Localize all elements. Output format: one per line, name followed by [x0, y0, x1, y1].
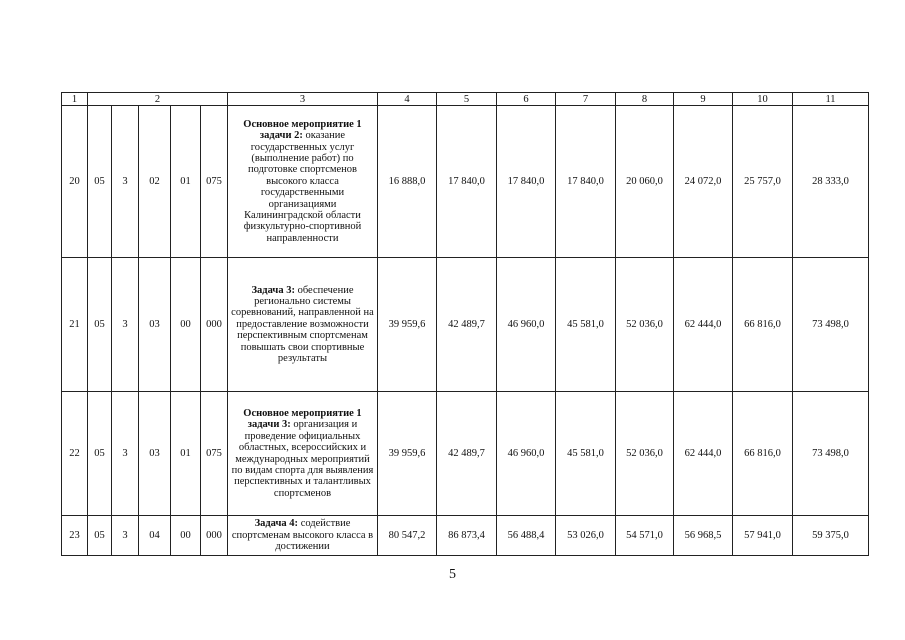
- code-cell: 3: [112, 392, 139, 516]
- code-cell: 05: [88, 392, 112, 516]
- description-heading: Основное мероприятие 1 задачи 2:: [243, 118, 362, 142]
- value-cell: 17 840,0: [497, 106, 556, 258]
- value-cell: 57 941,0: [733, 516, 793, 556]
- description-heading: Основное мероприятие 1 задачи 3:: [243, 407, 362, 431]
- value-cell: 39 959,6: [378, 392, 437, 516]
- value-cell: 45 581,0: [556, 392, 616, 516]
- value-cell: 28 333,0: [793, 106, 869, 258]
- value-cell: 62 444,0: [674, 392, 733, 516]
- code-cell: 3: [112, 516, 139, 556]
- description-heading: Задача 4:: [254, 518, 299, 530]
- budget-table: [61, 92, 869, 556]
- value-cell: 39 959,6: [378, 258, 437, 392]
- value-cell: 24 072,0: [674, 106, 733, 258]
- header-row: [62, 93, 869, 106]
- code-cell: 05: [88, 516, 112, 556]
- page-number: 5: [449, 567, 456, 582]
- code-cell: 05: [88, 258, 112, 392]
- value-cell: 52 036,0: [616, 392, 674, 516]
- value-cell: 56 488,4: [497, 516, 556, 556]
- value-cell: 80 547,2: [378, 516, 437, 556]
- code-cell: 000: [201, 258, 228, 392]
- code-cell: 000: [201, 516, 228, 556]
- value-cell: 62 444,0: [674, 258, 733, 392]
- description-text: обеспечение регионально системы соревнований, направленной на предоставление возможности перспективным спортсменам повышать свои спортивные результаты: [231, 284, 374, 365]
- value-cell: 42 489,7: [437, 258, 497, 392]
- code-cell: 02: [139, 106, 171, 258]
- value-cell: 46 960,0: [497, 392, 556, 516]
- code-cell: 00: [171, 258, 201, 392]
- description-cell: [228, 258, 378, 392]
- value-cell: 16 888,0: [378, 106, 437, 258]
- header-cell: 10: [733, 93, 793, 106]
- row-number-cell: 23: [62, 516, 88, 556]
- value-cell: 17 840,0: [556, 106, 616, 258]
- value-cell: 66 816,0: [733, 392, 793, 516]
- code-cell: 03: [139, 258, 171, 392]
- description-text: организация и проведение официальных областных, всероссийских и международных мероприятий по видам спорта для выявления перспективных и талантливых спортсменов: [231, 419, 374, 499]
- value-cell: 86 873,4: [437, 516, 497, 556]
- header-cell: 9: [674, 93, 733, 106]
- description-text: оказание государственных услуг (выполнение работ) по подготовке спортсменов высокого класса государственными организациями Калининградской области физкультурно-спортивной направленности: [243, 130, 362, 244]
- value-cell: 56 968,5: [674, 516, 733, 556]
- header-cell: 6: [497, 93, 556, 106]
- header-cell: 7: [556, 93, 616, 106]
- code-cell: 04: [139, 516, 171, 556]
- table-row: [62, 392, 869, 516]
- table-row: [62, 258, 869, 392]
- code-cell: 00: [171, 516, 201, 556]
- code-cell: 05: [88, 106, 112, 258]
- description-cell: [228, 106, 378, 258]
- header-cell: 3: [228, 93, 378, 106]
- table-row: [62, 516, 869, 556]
- value-cell: 73 498,0: [793, 392, 869, 516]
- value-cell: 17 840,0: [437, 106, 497, 258]
- code-cell: 075: [201, 392, 228, 516]
- value-cell: 46 960,0: [497, 258, 556, 392]
- header-cell: 8: [616, 93, 674, 106]
- row-number-cell: 22: [62, 392, 88, 516]
- code-cell: 3: [112, 106, 139, 258]
- value-cell: 52 036,0: [616, 258, 674, 392]
- header-cell: 1: [62, 93, 88, 106]
- header-cell: 11: [793, 93, 869, 106]
- value-cell: 54 571,0: [616, 516, 674, 556]
- description-cell: [228, 516, 378, 556]
- code-cell: 3: [112, 258, 139, 392]
- description-text: содействие спортсменам высокого класса в достижении: [231, 518, 374, 553]
- value-cell: 73 498,0: [793, 258, 869, 392]
- header-cell: 5: [437, 93, 497, 106]
- value-cell: 53 026,0: [556, 516, 616, 556]
- value-cell: 66 816,0: [733, 258, 793, 392]
- header-cell: 2: [88, 93, 228, 106]
- value-cell: 20 060,0: [616, 106, 674, 258]
- value-cell: 45 581,0: [556, 258, 616, 392]
- value-cell: 59 375,0: [793, 516, 869, 556]
- description-cell: [228, 392, 378, 516]
- code-cell: 075: [201, 106, 228, 258]
- table-row: [62, 106, 869, 258]
- code-cell: 01: [171, 392, 201, 516]
- value-cell: 42 489,7: [437, 392, 497, 516]
- header-cell: 4: [378, 93, 437, 106]
- code-cell: 03: [139, 392, 171, 516]
- row-number-cell: 21: [62, 258, 88, 392]
- description-heading: Задача 3:: [251, 284, 295, 296]
- row-number-cell: 20: [62, 106, 88, 258]
- code-cell: 01: [171, 106, 201, 258]
- value-cell: 25 757,0: [733, 106, 793, 258]
